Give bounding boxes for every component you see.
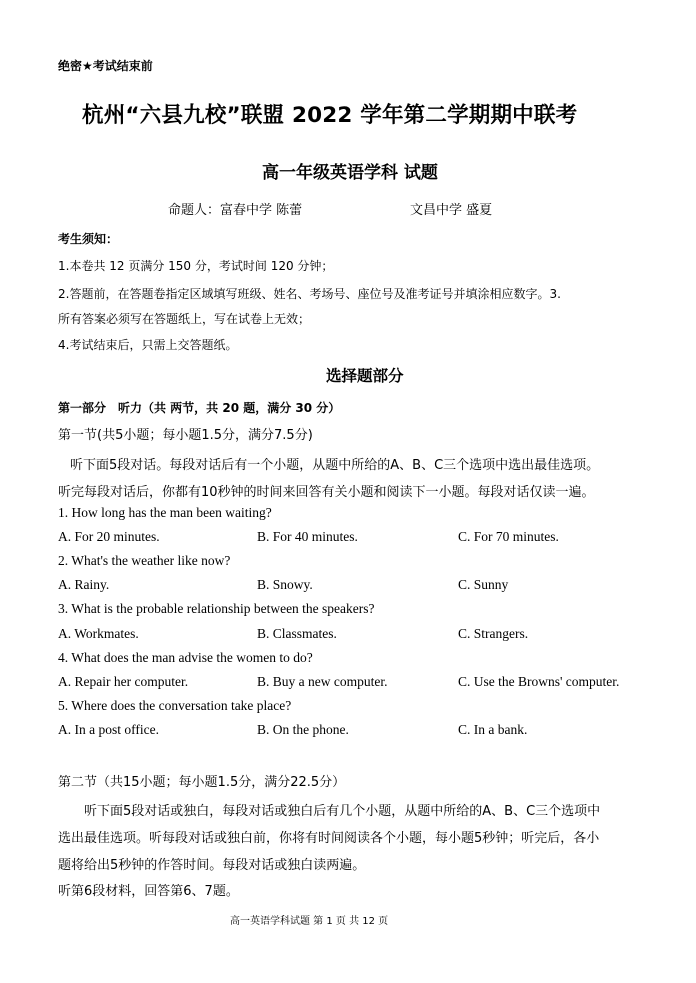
authors-2: 文昌中学 盛夏 xyxy=(410,203,493,218)
q2-option-a: A. Rainy. xyxy=(58,577,110,592)
q2-option-b: B. Snowy. xyxy=(257,577,313,592)
q5-option-c: C. In a bank. xyxy=(458,722,528,737)
page-footer: 高一英语学科试题 第 1 页 共 12 页 xyxy=(230,916,389,927)
sec1-instruction-1: 听下面5段对话。每段对话后有一个小题，从题中所给的A、B、C三个选项中选出最佳选项。 xyxy=(70,458,600,473)
sec2-material: 听第6段材料，回答第6、7题。 xyxy=(58,884,239,899)
sec2-instruction-2: 选出最佳选项。听每段对话或独白前，你将有时间阅读各个小题，每小题5秒钟；听完后，各小 xyxy=(58,831,600,846)
q4-option-a: A. Repair her computer. xyxy=(58,674,189,689)
notice-line-4: 4.考试结束后，只需上交答题纸。 xyxy=(58,338,238,352)
notice-heading: 考生须知： xyxy=(58,232,119,246)
q3-option-c: C. Strangers. xyxy=(458,626,529,641)
exam-subtitle: 高一年级英语学科 试题 xyxy=(262,163,438,183)
notice-line-3: 所有答案必须写在答题纸上，写在试卷上无效； xyxy=(58,312,311,326)
q4-option-b: B. Buy a new computer. xyxy=(257,674,388,689)
q2-option-c: C. Sunny xyxy=(458,577,509,592)
q5-option-b: B. On the phone. xyxy=(257,722,349,737)
q5-option-a: A. In a post office. xyxy=(58,722,159,737)
sec1-heading: 第一节(共5小题；每小题1.5分，满分7.5分) xyxy=(58,428,313,443)
sec2-instruction-1: 听下面5段对话或独白，每段对话或独白后有几个小题，从题中所给的A、B、C三个选项中 xyxy=(84,804,601,819)
secret-label: 绝密★考试结束前 xyxy=(58,59,153,73)
q3-option-a: A. Workmates. xyxy=(58,626,139,641)
question-5: 5. Where does the conversation take place? xyxy=(58,698,292,713)
q3-option-b: B. Classmates. xyxy=(257,626,337,641)
notice-line-2: 2.答题前，在答题卷指定区域填写班级、姓名、考场号、座位号及准考证号并填涂相应数字。3. xyxy=(58,287,561,301)
question-3: 3. What is the probable relationship between the speakers? xyxy=(58,601,375,616)
authors-1: 命题人：富春中学 陈蕾 xyxy=(168,203,303,218)
q1-option-c: C. For 70 minutes. xyxy=(458,529,559,544)
question-1: 1. How long has the man been waiting? xyxy=(58,505,272,520)
section-title: 选择题部分 xyxy=(326,367,404,385)
exam-title: 杭州“六县九校”联盟 2022 学年第二学期期中联考 xyxy=(82,103,578,128)
question-2: 2. What's the weather like now? xyxy=(58,553,231,568)
notice-line-1: 1.本卷共 12 页满分 150 分，考试时间 120 分钟； xyxy=(58,259,334,273)
part1-heading: 第一部分 听力（共 两节，共 20 题，满分 30 分） xyxy=(58,401,341,415)
sec1-instruction-2: 听完每段对话后，你都有10秒钟的时间来回答有关小题和阅读下一小题。每段对话仅读一遍。 xyxy=(58,485,595,500)
sec2-instruction-3: 题将给出5秒钟的作答时间。每段对话或独白读两遍。 xyxy=(58,858,366,873)
q4-option-c: C. Use the Browns' computer. xyxy=(458,674,620,689)
q1-option-b: B. For 40 minutes. xyxy=(257,529,358,544)
q1-option-a: A. For 20 minutes. xyxy=(58,529,160,544)
question-4: 4. What does the man advise the women to do? xyxy=(58,650,313,665)
sec2-heading: 第二节（共15小题；每小题1.5分，满分22.5分） xyxy=(58,775,346,790)
